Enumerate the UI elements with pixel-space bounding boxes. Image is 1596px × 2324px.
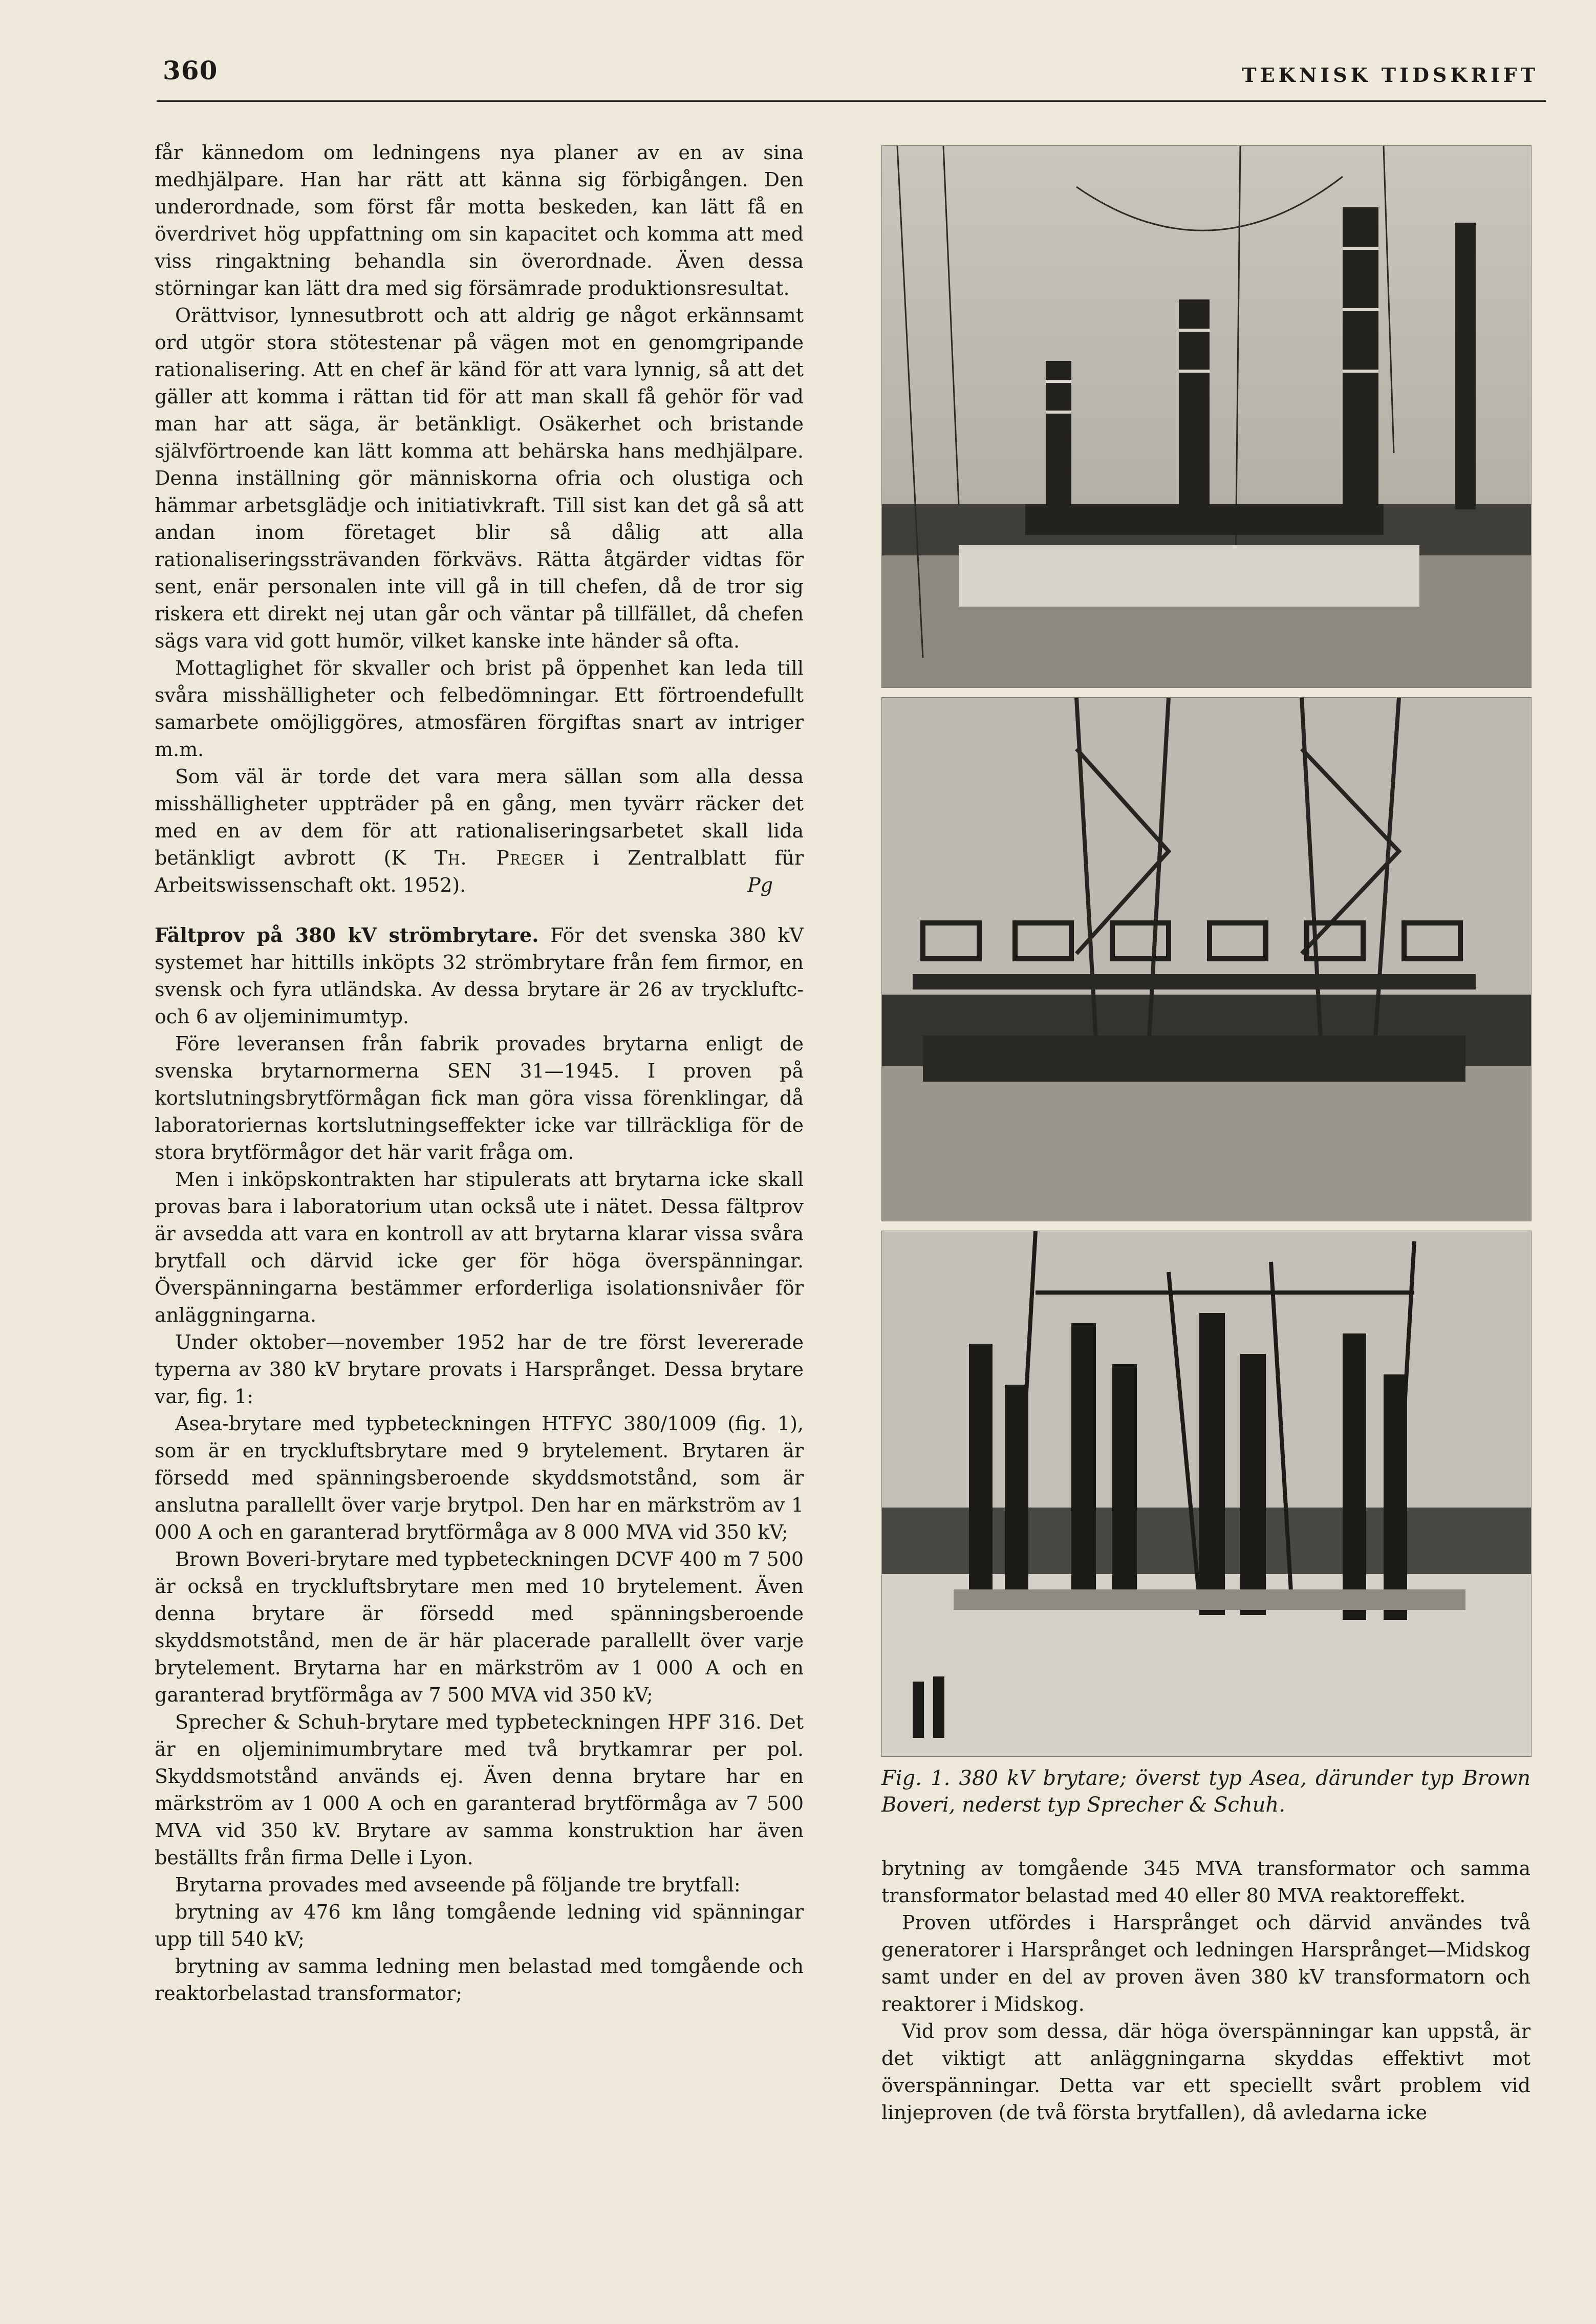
paragraph: Före leveransen från fabrik provades brytarna enligt de svenska brytarnormerna SEN 31—1945. I proven på kortslutningsbrytförmågan fick man göra vissa förenklingar, då laboratoriernas kortslutningseffekter icke var tillräckliga för de stora brytförmågor det här varit fråga om. — [155, 1032, 804, 1164]
paragraph-text: Som väl är torde det vara mera sällan som alla dessa misshälligheter uppträder på en gång, men tyvärr räcker det med en av dem för att rationaliseringsarbetet skall lida betänkligt avbrott (K — [155, 765, 804, 869]
author-name: Th. Preger — [434, 847, 565, 869]
photo-brown-boveri-drawing — [882, 698, 1531, 1221]
paragraph: brytning av tomgående 345 MVA transformator och samma transformator belastad med 40 eller 80 MVA reaktoreffekt. — [881, 1857, 1530, 1907]
paragraph: Men i inköpskontrakten har stipulerats att brytarna icke skall provas bara i laboratorium utan också ute i nätet. Dessa fältprov är avsedda att vara en kontroll av att brytarna klarar vissa svåra brytfall och därvid icke ger för höga överspänningar. Överspänningarna bestämmer erforderliga isolationsnivåer för anläggningarna. — [155, 1168, 804, 1326]
paragraph: Vid prov som dessa, där höga överspänningar kan uppstå, är det viktigt att anläggningarna skyddas effektivt mot överspänningar. Detta var ett speciellt svårt problem vid linjeproven (de två första brytfallen), då avledarna icke — [881, 2020, 1530, 2124]
author-signature: Pg — [747, 874, 773, 896]
paragraph: får kännedom om ledningens nya planer av en av sina medhjälpare. Han har rätt att känna sig förbigången. Den underordnade, som först får motta beskeden, kan lätt få en överdrivet hög uppfattning om sin kapacitet och komma att med viss ringaktning behandla sin överordnade. Även dessa störningar kan lätt dra med sig försämrade produktionsresultat. — [155, 141, 804, 299]
paragraph-text: För det svenska 380 kV systemet har hittills inköpts 32 strömbrytare från fem firmor, en svensk och fyra utländska. Av dessa brytare är 26 av tryckluftс- och 6 av oljeminimumtyp. — [155, 924, 804, 1028]
left-text-column — [155, 139, 804, 2007]
photo-sprecher-schuh-drawing — [882, 1231, 1531, 1756]
journal-title: TEKNISK TIDSKRIFT — [1242, 63, 1539, 87]
paragraph: Orättvisor, lynnesutbrott och att aldrig ge något erkännsamt ord utgör stora stötestenar på vägen mot en genomgripande rationalisering. Att en chef är känd för att vara lynnig, så att det gäller att komma i rättan tid för att man skall få gehör för vad man har att säga, är betänkligt. Osäkerhet och bristande självförtroende kan lätt komma att behärska hans medhjälpare. Denna inställning gör människorna ofria och olustiga och hämmar arbetsglädje och initiativkraft. Till sist kan det gå så att andan inom företaget blir så dålig att alla rationaliseringssträvanden förkvävs. Rätta åtgärder vidtas för sent, enär personalen inte vill gå in till chefen, då de tror sig riskera ett direkt nej utan går och väntar på tillfället, då chefen sägs vara vid gott humör, vilket kanske inte händer så ofta. — [155, 304, 804, 652]
photo-asea-drawing — [882, 146, 1531, 687]
right-text-column — [881, 1855, 1530, 2126]
paragraph: Asea-brytare med typbeteckningen HTFYC 380/1009 (fig. 1), som är en tryckluftsbrytare med 9 brytelement. Brytaren är försedd med spänningsberoende skyddsmotstånd, som är anslutna parallellt över varje brytpol. Den har en märkström av 1 000 A och en garanterad brytförmåga av 8 000 MVA vid 350 kV; — [155, 1412, 804, 1543]
paragraph: Mottaglighet för skvaller och brist på öppenhet kan leda till svåra misshälligheter och felbedömningar. Ett förtroendefullt samarbete omöjliggöres, atmosfären förgiftas snart av intriger m.m. — [155, 657, 804, 761]
paragraph: brytning av 476 km lång tomgående ledning vid spänningar upp till 540 kV; — [155, 1901, 804, 1950]
header-rule — [157, 100, 1546, 102]
paragraph: Proven utfördes i Harsprånget och därvid användes två generatorer i Harsprånget och ledningen Harsprånget—Midskog samt under en del av proven även 380 kV transformatorn och reaktorer i Midskog. — [881, 1911, 1530, 2015]
paragraph: Brytarna provades med avseende på följande tre brytfall: — [175, 1874, 741, 1896]
figure-label: Fig. 1. — [881, 1767, 951, 1790]
section-heading: Fältprov på 380 kV strömbrytare. — [155, 923, 539, 946]
page-number: 360 — [163, 55, 218, 85]
photo-asea-breaker — [881, 145, 1532, 688]
section-paragraph — [155, 921, 804, 1030]
paragraph: Sprecher & Schuh-brytare med typbeteckningen HPF 316. Det är en oljeminimumbrytare med två brytkamrar per pol. Skyddsmotstånd används ej. Även denna brytare har en märkström av 1 000 A och en garanterad brytförmåga av 7 500 MVA vid 350 kV. Brytare av samma konstruktion har även beställts från firma Delle i Lyon. — [155, 1711, 804, 1869]
figure-caption — [881, 1765, 1530, 1818]
paragraph-text: i Zentralblatt für Arbeitswissenschaft okt. 1952). — [155, 847, 804, 896]
photo-sprecher-schuh-breaker — [881, 1231, 1532, 1757]
paragraph: Brown Boveri-brytare med typbeteckningen DCVF 400 m 7 500 är också en tryckluftsbrytare men med 10 brytelement. Även denna brytare är försedd med spänningsberoende skyddsmotstånd, men de är här placerade parallellt över varje brytelement. Brytarna har en märkström av 1 000 A och en garanterad brytförmåga av 7 500 MVA vid 350 kV; — [155, 1548, 804, 1706]
photo-brown-boveri-breaker — [881, 697, 1532, 1221]
paragraph: Under oktober—november 1952 har de tre först levererade typerna av 380 kV brytare provats i Harsprånget. Dessa brytare var, fig. 1: — [155, 1331, 804, 1408]
paragraph: brytning av samma ledning men belastad med tomgående och reaktorbelastad transformator; — [155, 1955, 804, 2005]
caption-text: 380 kV brytare; överst typ Asea, därunder typ Brown Boveri, nederst typ Sprecher & Schuh. — [881, 1767, 1530, 1817]
